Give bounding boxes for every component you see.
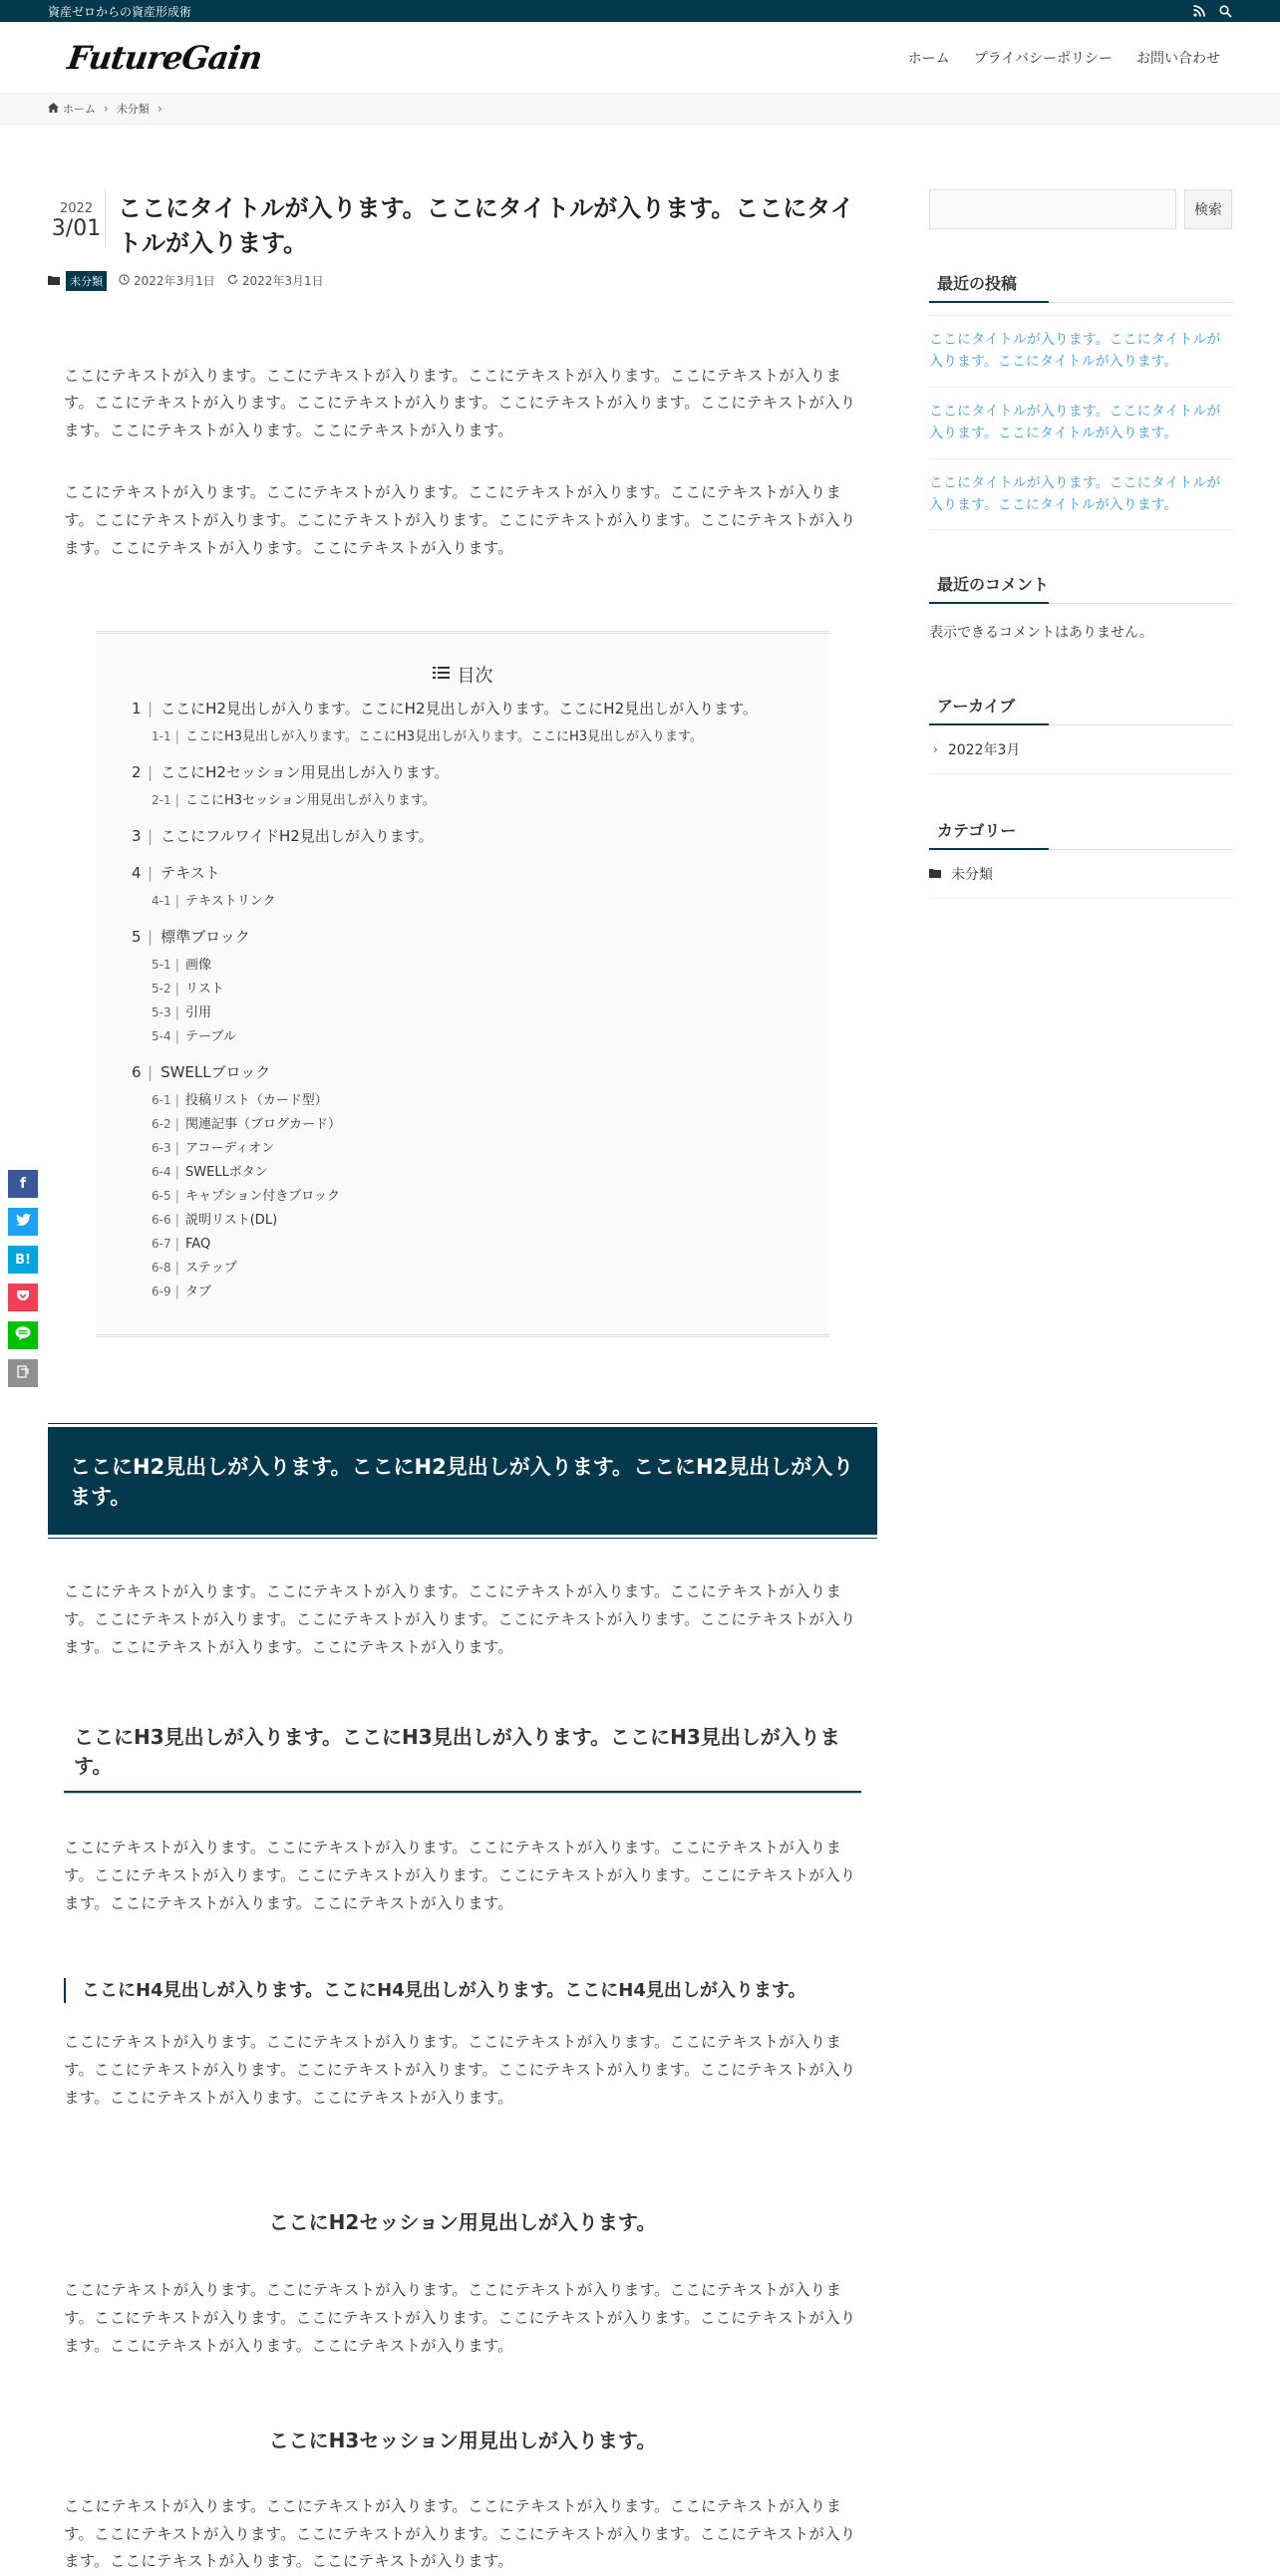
widget-title: カテゴリー xyxy=(929,818,1233,850)
recent-posts-list xyxy=(929,315,1233,530)
toc-subitem-label: ここにH3セッション用見出しが入ります。 xyxy=(185,792,436,808)
toc-subitem[interactable] xyxy=(132,1262,794,1275)
toc-separator: | xyxy=(174,981,179,997)
chevron-right-icon: › xyxy=(104,102,109,116)
toc-separator: | xyxy=(174,1004,179,1020)
pocket-icon xyxy=(16,1289,30,1306)
line-icon xyxy=(15,1326,31,1344)
search-form xyxy=(929,189,1233,229)
toc-subitem-number: 6-6 xyxy=(152,1212,171,1227)
h4-heading: ここにH4見出しが入ります。ここにH4見出しが入ります。ここにH4見出しが入ります。 xyxy=(64,1978,861,2003)
folder-icon xyxy=(48,274,60,288)
toc-subitem-label: 引用 xyxy=(185,1004,212,1020)
toc-subitem-number: 6-3 xyxy=(152,1140,171,1155)
site-tagline: 資産ゼロからの資産形成術 xyxy=(48,4,192,19)
toc-subitem-label: 投稿リスト（カード型） xyxy=(185,1092,328,1108)
post-month-day: 3/01 xyxy=(51,216,102,241)
toc-separator: | xyxy=(174,957,179,973)
published-date xyxy=(119,272,215,289)
site-header xyxy=(0,22,1280,94)
toc-item-number: 1 xyxy=(132,699,142,717)
search-icon[interactable] xyxy=(1219,5,1232,18)
hatena-icon: B! xyxy=(15,1252,31,1268)
updated-date-text: 2022年3月1日 xyxy=(241,274,324,289)
refresh-icon xyxy=(227,274,238,288)
toc-item[interactable] xyxy=(132,699,794,717)
toc-item-label: ここにH2セッション用見出しが入ります。 xyxy=(160,762,450,781)
folder-icon xyxy=(929,866,941,882)
toc-subitem[interactable] xyxy=(132,1190,794,1203)
post-meta xyxy=(48,271,877,291)
recent-post-link[interactable]: ここにタイトルが入ります。ここにタイトルが入ります。ここにタイトルが入ります。 xyxy=(929,388,1233,459)
site-logo[interactable]: FutureGain xyxy=(65,38,264,77)
toc-subitem-number: 1-1 xyxy=(152,728,171,743)
toc-subitem-number: 5-4 xyxy=(152,1028,171,1043)
toc-title-text: 目次 xyxy=(457,665,493,687)
toc-item-label: ここにフルワイドH2見出しが入ります。 xyxy=(160,826,434,845)
toc-separator: | xyxy=(174,893,179,909)
toc-subitem-label: FAQ xyxy=(185,1236,211,1252)
h3-section-heading: ここにH3セッション用見出しが入ります。 xyxy=(268,2428,657,2452)
toc-separator: | xyxy=(174,1028,179,1044)
twitter-icon xyxy=(16,1214,31,1230)
toc-subitem[interactable] xyxy=(132,794,794,807)
pocket-share-button[interactable] xyxy=(8,1284,38,1311)
toc-subitem[interactable] xyxy=(132,1006,794,1019)
toc-subitem-number: 5-1 xyxy=(152,957,171,972)
toc-subitem[interactable] xyxy=(132,1238,794,1251)
toc-separator: | xyxy=(174,792,179,808)
top-bar xyxy=(0,0,1280,22)
line-share-button[interactable] xyxy=(8,1321,38,1349)
toc-item-number: 3 xyxy=(132,826,142,845)
no-comments-text: 表示できるコメントはありません。 xyxy=(929,625,1153,642)
toc-subitem-number: 6-9 xyxy=(152,1284,171,1298)
category-link[interactable] xyxy=(929,850,1233,899)
toc-item-label: ここにH2見出しが入ります。ここにH2見出しが入ります。ここにH2見出しが入ります。 xyxy=(160,699,758,717)
home-icon xyxy=(48,103,59,116)
toc-subitem[interactable] xyxy=(132,895,794,908)
toc-item[interactable] xyxy=(132,927,794,946)
toc-separator: | xyxy=(174,1260,179,1276)
toc-item-label: 標準ブロック xyxy=(160,927,250,946)
toc-separator: | xyxy=(174,1140,179,1156)
toc-separator: | xyxy=(174,1212,179,1228)
toc-subitem-number: 6-7 xyxy=(152,1236,171,1251)
toc-subitem-number: 6-1 xyxy=(152,1092,171,1107)
toc-separator: | xyxy=(148,826,154,845)
toc-item-label: テキスト xyxy=(160,863,220,882)
sidebar xyxy=(929,189,1233,899)
published-date-text: 2022年3月1日 xyxy=(134,274,215,289)
breadcrumb-category[interactable]: 未分類 xyxy=(116,103,150,116)
paragraph: ここにテキストが入ります。ここにテキストが入ります。ここにテキストが入ります。ここにテキストが入ります。ここにテキストが入ります。ここにテキストが入ります。ここにテキストが入ります。ここにテキストが入ります。ここにテキストが入ります。ここにテキストが入ります。 xyxy=(64,483,856,558)
toc-subitem-label: 画像 xyxy=(185,957,212,973)
toc-separator: | xyxy=(174,1116,179,1132)
toc-separator: | xyxy=(174,1284,179,1299)
toc-subitem-label: テキストリンク xyxy=(185,893,276,909)
clock-icon xyxy=(119,274,130,288)
facebook-share-button[interactable] xyxy=(8,1170,38,1198)
copy-share-button[interactable] xyxy=(8,1359,38,1387)
toc-subitem[interactable] xyxy=(132,983,794,996)
widget-title: アーカイブ xyxy=(929,694,1233,725)
toc-title xyxy=(132,662,794,688)
share-buttons xyxy=(8,1170,38,1387)
toc-subitem-label: ここにH3見出しが入ります。ここにH3見出しが入ります。ここにH3見出しが入ります。 xyxy=(185,728,704,744)
toc-subitem-number: 2-1 xyxy=(152,792,171,807)
toc-item[interactable] xyxy=(132,826,794,845)
breadcrumb xyxy=(0,94,1280,125)
toc-subitem-number: 6-2 xyxy=(152,1116,171,1131)
widget-title: 最近の投稿 xyxy=(929,271,1233,303)
toc-separator: | xyxy=(174,1164,179,1180)
paragraph: ここにテキストが入ります。ここにテキストが入ります。ここにテキストが入ります。ここにテキストが入ります。ここにテキストが入ります。ここにテキストが入ります。ここにテキストが入ります。ここにテキストが入ります。ここにテキストが入ります。ここにテキストが入ります。 xyxy=(64,1839,856,1913)
search-input[interactable] xyxy=(929,189,1176,229)
toc-subitem[interactable] xyxy=(132,1142,794,1155)
toc-separator: | xyxy=(174,1236,179,1252)
toc-subitem[interactable] xyxy=(132,1286,794,1298)
global-nav xyxy=(896,48,1232,68)
hatena-share-button[interactable] xyxy=(8,1246,38,1274)
table-of-contents xyxy=(96,631,829,1337)
updated-date xyxy=(227,272,324,289)
h2-heading: ここにH2見出しが入ります。ここにH2見出しが入ります。ここにH2見出しが入ります。 xyxy=(48,1427,877,1535)
toc-item-label: SWELLブロック xyxy=(160,1062,271,1081)
recent-post-link[interactable]: ここにタイトルが入ります。ここにタイトルが入ります。ここにタイトルが入ります。 xyxy=(929,459,1233,531)
toc-list xyxy=(132,699,794,1299)
paragraph: ここにテキストが入ります。ここにテキストが入ります。ここにテキストが入ります。ここにテキストが入ります。ここにテキストが入ります。ここにテキストが入ります。ここにテキストが入ります。ここにテキストが入ります。ここにテキストが入ります。ここにテキストが入ります。 xyxy=(64,1581,856,1656)
toc-subitem[interactable] xyxy=(132,1214,794,1227)
toc-subitem-number: 6-4 xyxy=(152,1164,171,1179)
toc-subitem-label: タブ xyxy=(185,1284,212,1299)
h2-section-heading: ここにH2セッション用見出しが入ります。 xyxy=(268,2210,657,2235)
toc-item-number: 6 xyxy=(132,1062,142,1081)
chevron-right-icon: › xyxy=(933,742,938,757)
toc-subitem-label: リスト xyxy=(185,981,224,997)
toc-subitem-label: SWELLボタン xyxy=(185,1164,268,1180)
h2-heading-block xyxy=(48,1423,877,1539)
copy-icon xyxy=(17,1364,29,1382)
toc-subitem-number: 5-3 xyxy=(152,1004,171,1019)
toc-subitem-number: 6-8 xyxy=(152,1260,171,1275)
archive-link-label: 2022年3月 xyxy=(947,742,1021,759)
toc-item[interactable] xyxy=(132,762,794,781)
chevron-right-icon: › xyxy=(157,102,162,116)
toc-separator: | xyxy=(148,927,154,946)
toc-subitem[interactable] xyxy=(132,1118,794,1131)
facebook-icon: f xyxy=(19,1176,27,1192)
toc-separator: | xyxy=(148,762,154,781)
toc-subitem[interactable] xyxy=(132,1094,794,1107)
paragraph: ここにテキストが入ります。ここにテキストが入ります。ここにテキストが入ります。ここにテキストが入ります。ここにテキストが入ります。ここにテキストが入ります。ここにテキストが入ります。ここにテキストが入ります。ここにテキストが入ります。ここにテキストが入ります。 xyxy=(64,366,856,440)
post-title: ここにタイトルが入ります。ここにタイトルが入ります。ここにタイトルが入ります。 xyxy=(118,194,854,257)
toc-item[interactable] xyxy=(132,863,794,882)
list-icon xyxy=(433,664,450,685)
toc-separator: | xyxy=(174,1092,179,1108)
widget-archive xyxy=(929,694,1233,774)
nav-home[interactable]: ホーム xyxy=(907,50,950,67)
widget-categories xyxy=(929,818,1233,899)
post-header xyxy=(48,189,877,261)
toc-subitem-label: 説明リスト(DL) xyxy=(185,1212,278,1228)
toc-subitem-label: 関連記事（ブログカード） xyxy=(185,1116,342,1132)
toc-subitem[interactable] xyxy=(132,959,794,972)
breadcrumb-home[interactable]: ホーム xyxy=(63,103,96,116)
toc-subitem-label: ステップ xyxy=(185,1260,237,1276)
toc-item-number: 2 xyxy=(132,762,142,781)
nav-contact[interactable]: お問い合わせ xyxy=(1136,50,1220,67)
toc-separator: | xyxy=(174,1188,179,1204)
toc-subitem-number: 6-5 xyxy=(152,1188,171,1203)
recent-post-link[interactable]: ここにタイトルが入ります。ここにタイトルが入ります。ここにタイトルが入ります。 xyxy=(929,316,1233,388)
search-button[interactable]: 検索 xyxy=(1184,189,1232,229)
toc-separator: | xyxy=(174,728,179,744)
toc-item-number: 5 xyxy=(132,927,142,946)
toc-separator: | xyxy=(148,863,154,882)
category-link-label: 未分類 xyxy=(951,867,993,884)
main-content xyxy=(48,189,877,2576)
toc-subitem[interactable] xyxy=(132,1030,794,1043)
paragraph: ここにテキストが入ります。ここにテキストが入ります。ここにテキストが入ります。ここにテキストが入ります。ここにテキストが入ります。ここにテキストが入ります。ここにテキストが入ります。ここにテキストが入ります。ここにテキストが入ります。ここにテキストが入ります。 xyxy=(64,2033,856,2108)
archive-link[interactable] xyxy=(929,725,1233,774)
toc-item-number: 4 xyxy=(132,863,142,882)
toc-subitem-label: アコーディオン xyxy=(185,1140,275,1156)
toc-separator: | xyxy=(148,699,154,717)
twitter-share-button[interactable] xyxy=(8,1208,38,1236)
post-year: 2022 xyxy=(59,201,94,216)
paragraph: ここにテキストが入ります。ここにテキストが入ります。ここにテキストが入ります。ここにテキストが入ります。ここにテキストが入ります。ここにテキストが入ります。ここにテキストが入ります。ここにテキストが入ります。ここにテキストが入ります。ここにテキストが入ります。 xyxy=(64,2496,856,2571)
h3-heading: ここにH3見出しが入ります。ここにH3見出しが入ります。ここにH3見出しが入ります。 xyxy=(64,1723,861,1793)
toc-separator: | xyxy=(148,1062,154,1081)
post-date-box xyxy=(48,189,106,247)
toc-subitem[interactable] xyxy=(132,730,794,743)
rss-icon[interactable] xyxy=(1193,5,1205,17)
toc-subitem-number: 5-2 xyxy=(152,981,171,996)
widget-recent-posts xyxy=(929,271,1233,530)
widget-recent-comments xyxy=(929,572,1233,642)
category-badge[interactable]: 未分類 xyxy=(66,271,107,291)
nav-privacy-policy[interactable]: プライバシーポリシー xyxy=(973,50,1113,67)
toc-subitem-label: キャプション付きブロック xyxy=(185,1188,340,1204)
toc-subitem[interactable] xyxy=(132,1166,794,1179)
paragraph: ここにテキストが入ります。ここにテキストが入ります。ここにテキストが入ります。ここにテキストが入ります。ここにテキストが入ります。ここにテキストが入ります。ここにテキストが入ります。ここにテキストが入ります。ここにテキストが入ります。ここにテキストが入ります。 xyxy=(64,2281,856,2355)
toc-subitem-label: テーブル xyxy=(185,1028,236,1044)
toc-item[interactable] xyxy=(132,1062,794,1081)
toc-subitem-number: 4-1 xyxy=(152,893,171,908)
widget-title: 最近のコメント xyxy=(929,572,1233,604)
